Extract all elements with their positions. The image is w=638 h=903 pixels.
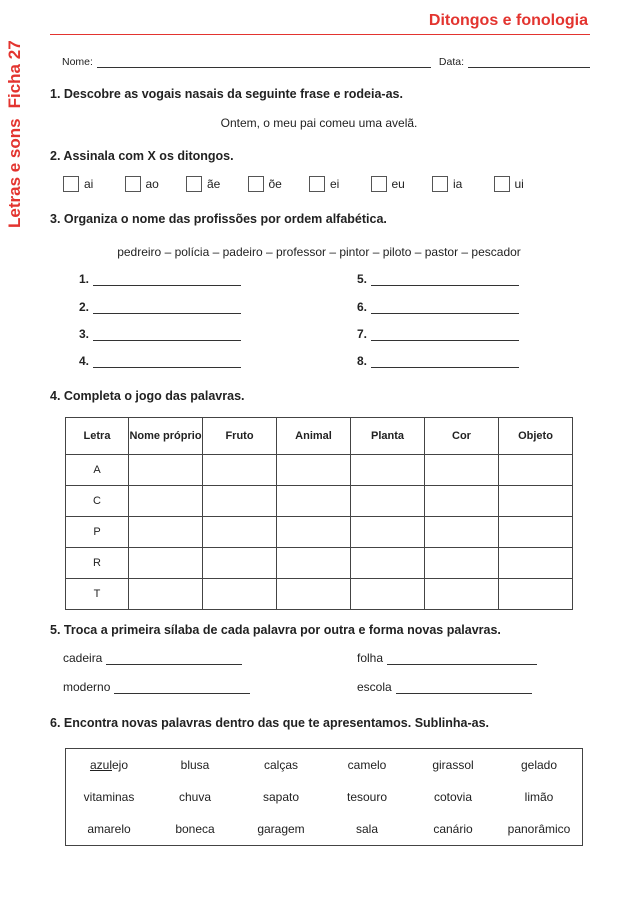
answer-cell[interactable] <box>203 517 277 548</box>
answer-line-2[interactable] <box>79 300 241 314</box>
swap-underline[interactable] <box>396 683 532 694</box>
swap-word: escola <box>357 680 392 694</box>
option-label: ia <box>453 177 463 191</box>
header-divider <box>50 34 590 35</box>
swap-underline[interactable] <box>114 683 250 694</box>
answer-underline[interactable] <box>93 357 241 368</box>
table-header-row <box>66 418 573 455</box>
answer-cell[interactable] <box>425 579 499 610</box>
q1-prompt: 1. Descobre as vogais nasais da seguinte frase e rodeia-as. <box>50 87 403 101</box>
answer-cell[interactable] <box>499 486 573 517</box>
word-cell[interactable]: gelado <box>520 758 558 772</box>
checkbox[interactable] <box>186 176 202 192</box>
letter-cell: A <box>66 455 129 486</box>
col-header: Fruto <box>203 418 277 455</box>
answer-number: 8. <box>357 354 368 368</box>
answer-number: 4. <box>79 354 90 368</box>
word-search-table <box>65 748 583 846</box>
option-label: ai <box>84 177 94 191</box>
checkbox[interactable] <box>125 176 141 192</box>
table-row <box>66 781 583 813</box>
answer-cell[interactable] <box>203 486 277 517</box>
answer-cell[interactable] <box>351 579 425 610</box>
answer-cell[interactable] <box>277 455 351 486</box>
word-cell[interactable]: calças <box>263 758 298 772</box>
answer-cell[interactable] <box>277 517 351 548</box>
word-cell[interactable]: cotovia <box>433 790 473 804</box>
table-row <box>66 579 573 610</box>
answer-underline[interactable] <box>371 357 519 368</box>
letter-cell: T <box>66 579 129 610</box>
nome-field[interactable] <box>97 57 431 68</box>
answer-underline[interactable] <box>371 275 519 286</box>
table-row <box>66 548 573 579</box>
word-cell[interactable]: limão <box>524 790 554 804</box>
answer-cell[interactable] <box>499 455 573 486</box>
name-date-row <box>62 56 590 68</box>
q1-sentence[interactable]: Ontem, o meu pai comeu uma avelã. <box>220 116 418 130</box>
answer-cell[interactable] <box>499 579 573 610</box>
diphthong-options <box>63 176 555 192</box>
q5-prompt: 5. Troca a primeira sílaba de cada palavra por outra e forma novas palavras. <box>50 623 501 637</box>
table-row <box>66 813 583 846</box>
answer-line-4[interactable] <box>79 354 241 368</box>
word-cell[interactable]: blusa <box>180 758 210 772</box>
answer-cell[interactable] <box>351 548 425 579</box>
answer-cell[interactable] <box>351 517 425 548</box>
letter-cell: P <box>66 517 129 548</box>
col-header: Animal <box>277 418 351 455</box>
word-game-table <box>65 417 573 610</box>
page-title: Ditongos e fonologia <box>428 12 588 29</box>
word-rest: ejo <box>112 758 129 772</box>
answer-number: 5. <box>357 272 368 286</box>
word-cell[interactable]: canário <box>433 822 473 836</box>
answer-line-8[interactable] <box>357 354 519 368</box>
table-row <box>66 486 573 517</box>
underlined-part: azul <box>89 758 112 772</box>
answer-cell[interactable] <box>425 486 499 517</box>
word-cell[interactable]: amarelo <box>87 822 131 836</box>
word-cell[interactable]: sapato <box>262 790 300 804</box>
answer-cell[interactable] <box>129 579 203 610</box>
option-ia[interactable] <box>432 176 494 192</box>
col-header: Planta <box>351 418 425 455</box>
option-ai[interactable] <box>63 176 125 192</box>
q4-prompt: 4. Completa o jogo das palavras. <box>50 389 245 403</box>
answer-cell[interactable] <box>203 548 277 579</box>
table-row <box>66 749 583 782</box>
answer-cell[interactable] <box>425 548 499 579</box>
checkbox[interactable] <box>309 176 325 192</box>
answer-line-7[interactable] <box>357 327 519 341</box>
answer-cell[interactable] <box>129 517 203 548</box>
answer-line-6[interactable] <box>357 300 519 314</box>
answer-cell[interactable] <box>425 517 499 548</box>
option-ae[interactable] <box>186 176 248 192</box>
option-ei[interactable] <box>309 176 371 192</box>
col-header: Letra <box>66 418 129 455</box>
word-cell[interactable]: chuva <box>178 790 212 804</box>
nome-label: Nome: <box>62 56 93 68</box>
word-cell[interactable]: girassol <box>432 758 474 772</box>
checkbox[interactable] <box>432 176 448 192</box>
option-oe[interactable] <box>248 176 310 192</box>
word-cell[interactable]: panorâmico <box>507 822 571 836</box>
answer-number: 6. <box>357 300 368 314</box>
option-label: ui <box>514 177 524 191</box>
answer-cell[interactable] <box>351 486 425 517</box>
swap-moderno[interactable] <box>63 680 250 694</box>
word-cell[interactable]: tesouro <box>346 790 388 804</box>
q2-prompt: 2. Assinala com X os ditongos. <box>50 149 234 163</box>
answer-cell[interactable] <box>129 486 203 517</box>
profession-list: pedreiro – polícia – padeiro – professor – pintor – piloto – pastor – pescador <box>117 245 521 259</box>
swap-underline[interactable] <box>106 654 242 665</box>
checkbox[interactable] <box>371 176 387 192</box>
answer-underline[interactable] <box>371 303 519 314</box>
answer-number: 1. <box>79 272 90 286</box>
col-header: Nome próprio <box>129 418 203 455</box>
option-eu[interactable] <box>371 176 433 192</box>
word-cell[interactable]: vitaminas <box>83 790 135 804</box>
answer-line-5[interactable] <box>357 272 519 286</box>
col-header: Objeto <box>499 418 573 455</box>
answer-cell[interactable] <box>425 455 499 486</box>
answer-number: 2. <box>79 300 90 314</box>
swap-word: folha <box>357 651 384 665</box>
section-label: Letras e sons <box>5 118 24 228</box>
word-cell[interactable]: camelo <box>347 758 387 772</box>
answer-underline[interactable] <box>93 330 241 341</box>
answer-number: 3. <box>79 327 90 341</box>
data-field[interactable] <box>468 57 590 68</box>
answer-number: 7. <box>357 327 368 341</box>
data-label: Data: <box>438 56 465 68</box>
answer-line-1[interactable] <box>79 272 241 286</box>
swap-word: cadeira <box>63 651 103 665</box>
answer-cell[interactable] <box>129 548 203 579</box>
letter-cell: C <box>66 486 129 517</box>
option-label: ãe <box>207 177 221 191</box>
answer-cell[interactable] <box>277 486 351 517</box>
q6-prompt: 6. Encontra novas palavras dentro das que te apresentamos. Sublinha-as. <box>50 716 490 730</box>
checkbox[interactable] <box>63 176 79 192</box>
answer-cell[interactable] <box>203 455 277 486</box>
option-label: eu <box>391 177 405 191</box>
option-label: ei <box>330 177 340 191</box>
answer-underline[interactable] <box>93 275 241 286</box>
swap-word: moderno <box>63 680 111 694</box>
swap-cadeira[interactable] <box>63 651 242 665</box>
table-row <box>66 517 573 548</box>
checkbox[interactable] <box>494 176 510 192</box>
answer-cell[interactable] <box>499 548 573 579</box>
swap-escola[interactable] <box>357 680 532 694</box>
q3-prompt: 3. Organiza o nome das profissões por ordem alfabética. <box>50 212 387 226</box>
swap-underline[interactable] <box>387 654 537 665</box>
word-cell[interactable]: garagem <box>257 822 305 836</box>
option-label: õe <box>268 177 282 191</box>
answer-cell[interactable] <box>129 455 203 486</box>
option-ao[interactable] <box>125 176 187 192</box>
answer-underline[interactable] <box>93 303 241 314</box>
table-row <box>66 455 573 486</box>
word-cell[interactable]: sala <box>355 822 378 836</box>
answer-cell[interactable] <box>277 548 351 579</box>
answer-cell[interactable] <box>203 579 277 610</box>
ficha-label: Ficha 27 <box>5 40 24 109</box>
option-label: ao <box>145 177 159 191</box>
checkbox[interactable] <box>248 176 264 192</box>
word-cell[interactable]: boneca <box>175 822 215 836</box>
word-cell[interactable] <box>66 749 153 782</box>
answer-cell[interactable] <box>351 455 425 486</box>
col-header: Cor <box>425 418 499 455</box>
option-ui[interactable] <box>494 176 556 192</box>
answer-line-3[interactable] <box>79 327 241 341</box>
letter-cell: R <box>66 548 129 579</box>
swap-folha[interactable] <box>357 651 537 665</box>
answer-cell[interactable] <box>277 579 351 610</box>
answer-cell[interactable] <box>499 517 573 548</box>
answer-underline[interactable] <box>371 330 519 341</box>
